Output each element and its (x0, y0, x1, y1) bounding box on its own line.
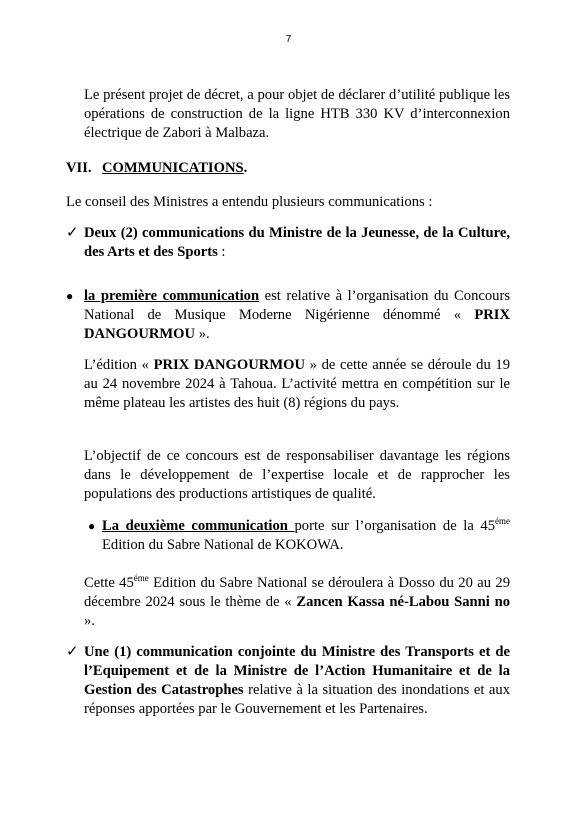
comm2-rest: Edition du Sabre National de KOKOWA. (102, 537, 344, 553)
page-number: 7 (285, 34, 292, 45)
comm1-lead: la première communication (84, 288, 260, 304)
comm1-p2-start: L’édition « (84, 357, 154, 373)
comm1-end: ». (195, 326, 210, 342)
intro-paragraph: Le présent projet de décret, a pour objet de déclarer d’utilité publique les opérations de construction de la ligne HTB 330 KV d’interconnexion électrique de Zabori à Malbaza. (84, 87, 510, 141)
item2-rest: relative à la situation des inondations et aux réponses apportées par le Gouvernement et les Partenaires. (84, 682, 511, 717)
bullet-icon: ● (88, 519, 96, 533)
section-heading (66, 159, 247, 178)
section-lead: Le conseil des Ministres a entendu plusieurs communications : (66, 194, 433, 210)
comm2-details-paragraph (84, 574, 510, 631)
bullet-icon: ● (66, 289, 74, 303)
item2-paragraph (84, 643, 510, 719)
comm2-p2-sup: éme (133, 573, 149, 583)
item2-title: Une (1) communication conjointe du Ministre des Transports et de l’Equipement et de la Ministre de l’Action Humanitaire et de la Gestion des Catastrophes (84, 644, 510, 698)
item1-paragraph (84, 224, 510, 262)
comm2-theme: Zancen Kassa né-Labou Sanni no (296, 594, 511, 610)
comm2-p2-start: Cette 45 (84, 575, 134, 591)
comm1-objective-paragraph: L’objectif de ce concours est de responsabiliser davantage les régions dans le développement de l’expertise locale et de rapprocher les populations des productions artistiques de qualité. (84, 448, 510, 502)
checkmark-icon: ✓ (66, 225, 79, 241)
comm1-details-paragraph (84, 356, 510, 413)
comm2-sup: éme (495, 516, 510, 526)
item1-title: Deux (2) communications du Ministre de la Jeunesse, de la Culture, des Arts et des Sports (84, 225, 510, 260)
comm1-prize-name: PRIX DANGOURMOU (84, 307, 510, 342)
section-number: VII. (66, 160, 92, 176)
comm1-paragraph (84, 287, 510, 344)
comm1-p2-prize-name: PRIX DANGOURMOU (153, 357, 305, 373)
comm2-text: porte sur l’organisation de la 45 (294, 518, 495, 534)
comm2-paragraph (102, 517, 510, 555)
section-title-punct: . (243, 160, 248, 176)
comm2-lead: La deuxième communication (102, 518, 295, 534)
section-title: COMMUNICATIONS (102, 160, 244, 176)
checkmark-icon: ✓ (66, 644, 79, 660)
comm2-p2-middle: Edition du Sabre National se déroulera à Dosso du 20 au 29 décembre 2024 sous le thème de « (84, 575, 510, 610)
comm1-text: est relative à l’organisation du Concours National de Musique Moderne Nigérienne dénommé « (84, 288, 510, 323)
comm2-p2-end: ». (84, 613, 95, 629)
item1-suffix: : (217, 244, 226, 260)
comm1-p2-rest: » de cette année se déroule du 19 au 24 novembre 2024 à Tahoua. L’activité mettra en compétition sur le même plateau les artistes des huit (8) régions du pays. (84, 357, 511, 411)
